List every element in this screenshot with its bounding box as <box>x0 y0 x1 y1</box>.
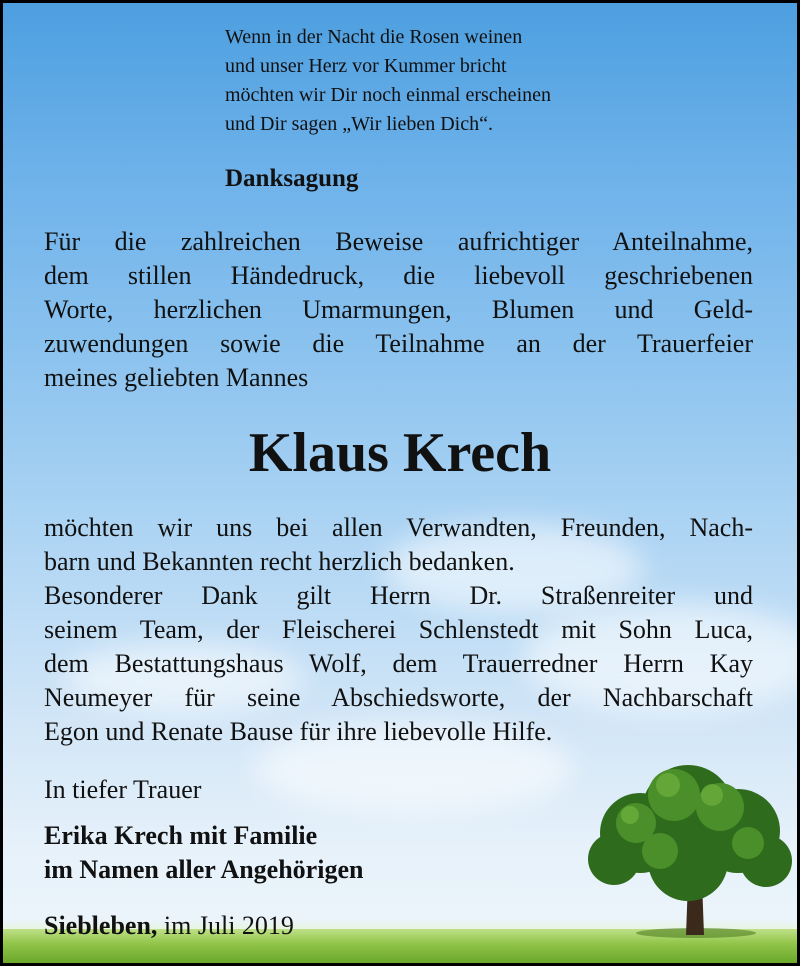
signature-line: Erika Krech mit Familie <box>44 821 318 850</box>
poem-line: und unser Herz vor Kummer bricht <box>225 55 507 77</box>
heading-danksagung: Danksagung <box>225 165 359 192</box>
paragraph-line: Für die zahlreichen Beweise aufrichtiger Anteilnahme, <box>44 227 753 256</box>
date: im Juli 2019 <box>163 911 294 940</box>
paragraph-line: Egon und Renate Bause für ihre liebevolle Hilfe. <box>44 717 553 746</box>
place-date <box>44 911 294 941</box>
paragraph-line: Besonderer Dank gilt Herrn Dr. Straßenreiter und <box>44 581 753 610</box>
paragraph-line: seinem Team, der Fleischerei Schlenstedt mit Sohn Luca, <box>44 615 753 644</box>
signature <box>44 819 363 887</box>
paragraph-line: dem stillen Händedruck, die liebevoll geschriebenen <box>44 261 753 290</box>
obituary-card <box>3 3 797 963</box>
paragraph-line: meines geliebten Mannes <box>44 363 309 392</box>
paragraph-line: dem Bestattungshaus Wolf, dem Trauerredner Herrn Kay <box>44 649 753 678</box>
signature-line: im Namen aller Angehörigen <box>44 855 364 884</box>
paragraph-line: Worte, herzlichen Umarmungen, Blumen und Geld- <box>44 295 753 324</box>
acknowledgement-paragraph <box>44 511 753 749</box>
poem <box>225 23 551 139</box>
paragraph-line: zuwendungen sowie die Teilnahme an der Trauerfeier <box>44 329 753 358</box>
poem-line: Wenn in der Nacht die Rosen weinen <box>225 26 523 48</box>
place: Siebleben, <box>44 911 158 940</box>
paragraph-line: Neumeyer für seine Abschiedsworte, der Nachbarschaft <box>44 683 753 712</box>
deceased-name: Klaus Krech <box>248 422 552 484</box>
thanks-paragraph <box>44 225 753 395</box>
mourning-line: In tiefer Trauer <box>44 775 202 804</box>
paragraph-line: barn und Bekannten recht herzlich bedanken. <box>44 547 515 576</box>
poem-line: und Dir sagen „Wir lieben Dich“. <box>225 113 493 135</box>
tree-icon <box>578 751 797 941</box>
paragraph-line: möchten wir uns bei allen Verwandten, Freunden, Nach- <box>44 513 753 542</box>
poem-line: möchten wir Dir noch einmal erscheinen <box>225 84 551 106</box>
